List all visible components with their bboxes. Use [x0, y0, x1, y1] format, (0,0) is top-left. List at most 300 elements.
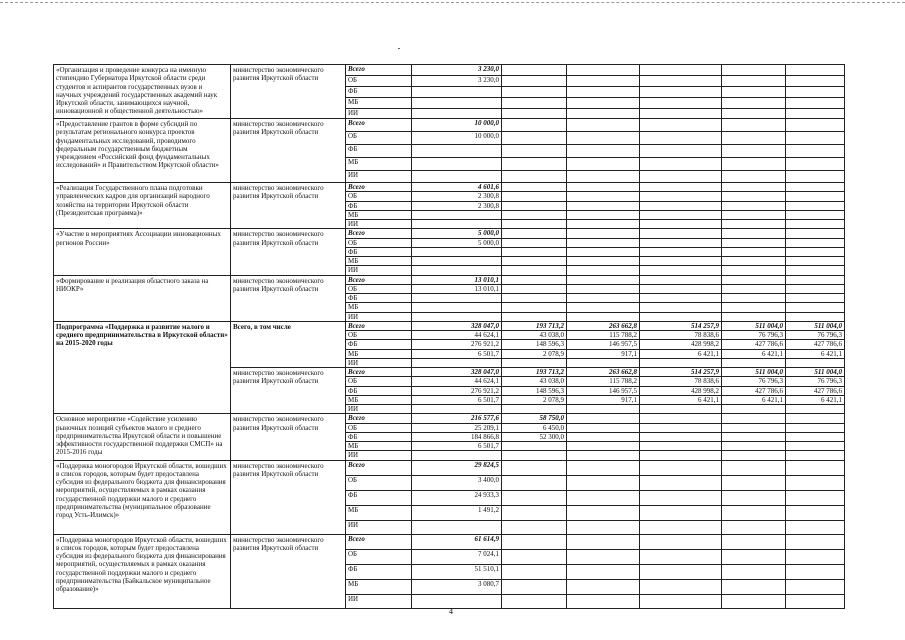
amount-cell: [640, 451, 722, 460]
amount-cell: 6 501,7: [412, 349, 502, 358]
amount-cell: [567, 423, 640, 432]
amount-cell: [786, 158, 845, 171]
amount-cell: [502, 192, 567, 201]
amount-cell: 428 998,2: [640, 340, 722, 349]
amount-cell: [722, 414, 786, 423]
amount-cell: [567, 98, 640, 109]
amount-cell: [567, 257, 640, 266]
amount-cell: [640, 87, 722, 98]
amount-cell: 3 230,0: [412, 76, 502, 87]
funding-source: ОБ: [346, 475, 412, 490]
amount-cell: [786, 520, 845, 534]
amount-cell: [502, 210, 567, 219]
executor: министерство экономического развития Иркутской области: [231, 65, 346, 119]
amount-cell: 2 078,9: [502, 349, 567, 358]
amount-cell: [412, 294, 502, 303]
amount-cell: [502, 247, 567, 256]
table-row: [54, 119, 845, 132]
amount-cell: [502, 132, 567, 145]
amount-cell: 76 796,3: [722, 377, 786, 386]
amount-cell: [640, 275, 722, 284]
amount-cell: [567, 158, 640, 171]
funding-source: ОБ: [346, 377, 412, 386]
amount-cell: 7 024,1: [412, 549, 502, 564]
amount-cell: [640, 220, 722, 229]
table-row: [54, 321, 845, 330]
amount-cell: 10 000,0: [412, 119, 502, 132]
funding-source: Всего: [346, 321, 412, 330]
amount-cell: 216 577,6: [412, 414, 502, 423]
amount-cell: [567, 520, 640, 534]
amount-cell: [640, 564, 722, 579]
funding-source: Всего: [346, 368, 412, 377]
executor: министерство экономического развития Иркутской области: [231, 119, 346, 183]
funding-source: ИИ: [346, 171, 412, 183]
amount-cell: [722, 275, 786, 284]
amount-cell: [567, 358, 640, 367]
amount-cell: [412, 303, 502, 312]
amount-cell: [722, 247, 786, 256]
amount-cell: [786, 76, 845, 87]
amount-cell: [722, 158, 786, 171]
amount-cell: [722, 145, 786, 158]
amount-cell: [567, 201, 640, 210]
amount-cell: 148 596,3: [502, 386, 567, 395]
amount-cell: [502, 312, 567, 321]
amount-cell: [567, 192, 640, 201]
amount-cell: [786, 119, 845, 132]
amount-cell: [786, 145, 845, 158]
amount-cell: [786, 210, 845, 219]
amount-cell: [502, 579, 567, 594]
amount-cell: [640, 303, 722, 312]
amount-cell: 43 038,0: [502, 377, 567, 386]
amount-cell: [567, 460, 640, 475]
amount-cell: [502, 460, 567, 475]
amount-cell: [722, 490, 786, 505]
amount-cell: [722, 303, 786, 312]
amount-cell: [502, 76, 567, 87]
amount-cell: 6 501,7: [412, 442, 502, 451]
amount-cell: [786, 229, 845, 238]
funding-source: ИИ: [346, 520, 412, 534]
amount-cell: [640, 247, 722, 256]
amount-cell: [640, 549, 722, 564]
amount-cell: 1 491,2: [412, 505, 502, 520]
funding-source: ИИ: [346, 594, 412, 608]
amount-cell: [722, 229, 786, 238]
amount-cell: 2 300,8: [412, 192, 502, 201]
amount-cell: 6 421,1: [722, 349, 786, 358]
amount-cell: [786, 294, 845, 303]
amount-cell: [412, 358, 502, 367]
funding-source: ФБ: [346, 432, 412, 441]
amount-cell: [567, 549, 640, 564]
amount-cell: 115 788,2: [567, 331, 640, 340]
amount-cell: [412, 109, 502, 119]
amount-cell: [786, 257, 845, 266]
amount-cell: [640, 266, 722, 275]
amount-cell: [640, 442, 722, 451]
amount-cell: 5 000,0: [412, 229, 502, 238]
amount-cell: [502, 564, 567, 579]
amount-cell: [786, 534, 845, 549]
amount-cell: 511 004,0: [786, 368, 845, 377]
amount-cell: 276 921,2: [412, 386, 502, 395]
amount-cell: 4 601,6: [412, 183, 502, 192]
amount-cell: [567, 442, 640, 451]
amount-cell: [567, 505, 640, 520]
amount-cell: 115 788,2: [567, 377, 640, 386]
amount-cell: [640, 358, 722, 367]
amount-cell: [722, 475, 786, 490]
amount-cell: [412, 451, 502, 460]
executor: министерство экономического развития Иркутской области: [231, 534, 346, 608]
amount-cell: 29 824,5: [412, 460, 502, 475]
funding-source: МБ: [346, 442, 412, 451]
amount-cell: [786, 312, 845, 321]
amount-cell: [722, 579, 786, 594]
amount-cell: [640, 119, 722, 132]
amount-cell: 52 300,0: [502, 432, 567, 441]
amount-cell: 428 998,2: [640, 386, 722, 395]
amount-cell: [502, 266, 567, 275]
amount-cell: [567, 594, 640, 608]
amount-cell: [640, 238, 722, 247]
amount-cell: [786, 594, 845, 608]
amount-cell: [722, 594, 786, 608]
amount-cell: [722, 564, 786, 579]
amount-cell: [502, 257, 567, 266]
table-row: [54, 65, 845, 76]
amount-cell: [640, 490, 722, 505]
amount-cell: [567, 294, 640, 303]
amount-cell: [502, 451, 567, 460]
amount-cell: [786, 87, 845, 98]
amount-cell: [567, 579, 640, 594]
measure-name: «Реализация Государственного плана подготовки управленческих кадров для организаций народного хозяйства на территории Иркутской области (Президентская программа)»: [54, 183, 231, 229]
amount-cell: [786, 284, 845, 293]
amount-cell: 917,1: [567, 349, 640, 358]
amount-cell: 44 624,1: [412, 377, 502, 386]
funding-source: Всего: [346, 65, 412, 76]
amount-cell: [640, 294, 722, 303]
amount-cell: 78 838,6: [640, 377, 722, 386]
amount-cell: [640, 158, 722, 171]
funding-source: ИИ: [346, 451, 412, 460]
amount-cell: [640, 432, 722, 441]
amount-cell: [640, 183, 722, 192]
amount-cell: 263 662,8: [567, 321, 640, 330]
amount-cell: 61 614,9: [412, 534, 502, 549]
amount-cell: [567, 145, 640, 158]
amount-cell: 276 921,2: [412, 340, 502, 349]
amount-cell: [567, 109, 640, 119]
amount-cell: 514 257,9: [640, 321, 722, 330]
amount-cell: [722, 423, 786, 432]
amount-cell: 263 662,8: [567, 368, 640, 377]
amount-cell: 3 230,0: [412, 65, 502, 76]
amount-cell: 6 421,1: [786, 349, 845, 358]
funding-source: ФБ: [346, 294, 412, 303]
amount-cell: [786, 460, 845, 475]
amount-cell: [502, 183, 567, 192]
amount-cell: [640, 229, 722, 238]
executor: министерство экономического развития Иркутской области: [231, 275, 346, 321]
funding-source: ОБ: [346, 549, 412, 564]
amount-cell: 13 010,1: [412, 284, 502, 293]
amount-cell: [786, 432, 845, 441]
amount-cell: [567, 247, 640, 256]
funding-source: Всего: [346, 460, 412, 475]
amount-cell: [786, 220, 845, 229]
amount-cell: [412, 594, 502, 608]
amount-cell: 10 000,0: [412, 132, 502, 145]
amount-cell: [786, 549, 845, 564]
amount-cell: 3 080,7: [412, 579, 502, 594]
amount-cell: [567, 414, 640, 423]
amount-cell: 511 004,0: [722, 368, 786, 377]
executor: министерство экономического развития Иркутской области: [231, 229, 346, 275]
amount-cell: [502, 358, 567, 367]
table-row: [54, 275, 845, 284]
amount-cell: [502, 284, 567, 293]
amount-cell: [722, 505, 786, 520]
amount-cell: [722, 442, 786, 451]
amount-cell: 514 257,9: [640, 368, 722, 377]
amount-cell: [786, 192, 845, 201]
funding-source: ИИ: [346, 266, 412, 275]
amount-cell: [502, 238, 567, 247]
measure-name: «Участие в мероприятиях Ассоциации инновационных регионов России»: [54, 229, 231, 275]
amount-cell: [640, 405, 722, 414]
amount-cell: [786, 132, 845, 145]
funding-source: ИИ: [346, 312, 412, 321]
amount-cell: [412, 312, 502, 321]
funding-source: ОБ: [346, 192, 412, 201]
amount-cell: [640, 284, 722, 293]
amount-cell: 427 786,6: [722, 340, 786, 349]
executor: министерство экономического развития Иркутской области: [231, 183, 346, 229]
amount-cell: [640, 312, 722, 321]
amount-cell: [722, 220, 786, 229]
funding-source: ФБ: [346, 386, 412, 395]
amount-cell: 148 596,3: [502, 340, 567, 349]
amount-cell: [722, 534, 786, 549]
amount-cell: [640, 132, 722, 145]
amount-cell: [722, 294, 786, 303]
amount-cell: [502, 87, 567, 98]
amount-cell: 25 209,1: [412, 423, 502, 432]
table-row: [54, 460, 845, 475]
funding-source: ФБ: [346, 564, 412, 579]
measure-name: «Поддержка моногородов Иркутской области, вошедших в список городов, которым будет предоставлена субсидия из федерального бюджета для финансирования мероприятий, осуществляемых в рамках оказания государственной поддержки малого и среднего предпринимательства (муниципальное образование город Усть-Илимск)»: [54, 460, 231, 534]
amount-cell: [722, 183, 786, 192]
funding-source: МБ: [346, 395, 412, 404]
funding-source: Всего: [346, 414, 412, 423]
amount-cell: [786, 238, 845, 247]
amount-cell: [502, 65, 567, 76]
amount-cell: 76 796,3: [722, 331, 786, 340]
funding-source: Всего: [346, 534, 412, 549]
amount-cell: [567, 65, 640, 76]
amount-cell: [722, 192, 786, 201]
amount-cell: [640, 201, 722, 210]
amount-cell: 76 796,3: [786, 377, 845, 386]
amount-cell: [502, 201, 567, 210]
amount-cell: [786, 266, 845, 275]
amount-cell: [502, 220, 567, 229]
amount-cell: [786, 423, 845, 432]
funding-source: ОБ: [346, 423, 412, 432]
amount-cell: [567, 183, 640, 192]
funding-source: ОБ: [346, 284, 412, 293]
amount-cell: [640, 210, 722, 219]
amount-cell: 146 957,5: [567, 386, 640, 395]
amount-cell: [722, 266, 786, 275]
amount-cell: [567, 534, 640, 549]
amount-cell: [722, 312, 786, 321]
amount-cell: [412, 98, 502, 109]
funding-source: ФБ: [346, 201, 412, 210]
amount-cell: [567, 220, 640, 229]
amount-cell: 24 933,3: [412, 490, 502, 505]
amount-cell: 193 713,2: [502, 321, 567, 330]
amount-cell: [567, 119, 640, 132]
measure-name: Основное мероприятие «Содействие усилению рыночных позиций субъектов малого и среднего предпринимательства Иркутской области и повышение эффективности государственной поддержки СМСП» на 2015-2016 годы: [54, 414, 231, 460]
funding-source: ОБ: [346, 331, 412, 340]
measure-name: Подпрограмма «Поддержка и развитие малого и среднего предпринимательства в Иркутской области» на 2015-2020 годы: [54, 321, 231, 414]
amount-cell: [502, 158, 567, 171]
executor: Всего, в том числе: [231, 321, 346, 367]
amount-cell: [722, 238, 786, 247]
amount-cell: 328 047,0: [412, 368, 502, 377]
funding-source: Всего: [346, 119, 412, 132]
amount-cell: [640, 579, 722, 594]
amount-cell: [786, 98, 845, 109]
funding-source: ФБ: [346, 247, 412, 256]
funding-source: МБ: [346, 303, 412, 312]
amount-cell: [412, 257, 502, 266]
amount-cell: [722, 432, 786, 441]
amount-cell: [640, 594, 722, 608]
funding-source: МБ: [346, 579, 412, 594]
amount-cell: 917,1: [567, 395, 640, 404]
amount-cell: [786, 303, 845, 312]
amount-cell: [412, 87, 502, 98]
amount-cell: 76 796,3: [786, 331, 845, 340]
amount-cell: [722, 109, 786, 119]
amount-cell: 58 750,0: [502, 414, 567, 423]
amount-cell: [640, 414, 722, 423]
amount-cell: [722, 210, 786, 219]
scan-top-edge: [0, 2, 905, 5]
amount-cell: [722, 171, 786, 183]
amount-cell: [722, 358, 786, 367]
scan-mark: [398, 48, 400, 49]
table-row: [54, 229, 845, 238]
amount-cell: [786, 505, 845, 520]
amount-cell: 43 038,0: [502, 331, 567, 340]
amount-cell: [786, 358, 845, 367]
amount-cell: [412, 210, 502, 219]
measure-name: «Формирование и реализация областного заказа на НИОКР»: [54, 275, 231, 321]
amount-cell: 2 078,9: [502, 395, 567, 404]
amount-cell: [640, 109, 722, 119]
amount-cell: 511 004,0: [722, 321, 786, 330]
amount-cell: [502, 98, 567, 109]
amount-cell: [412, 145, 502, 158]
funding-source: МБ: [346, 210, 412, 219]
executor: министерство экономического развития Иркутской области: [231, 414, 346, 460]
table-row: [54, 183, 845, 192]
measure-name: «Предоставление грантов в форме субсидий по результатам регионального конкурса проектов фундаментальных исследований, проводимого федеральным государственным бюджетным учреждением «Российский фонд фундаментальных исследований» и Правительством Иркутской области»: [54, 119, 231, 183]
amount-cell: 51 510,1: [412, 564, 502, 579]
amount-cell: [786, 183, 845, 192]
amount-cell: 3 400,0: [412, 475, 502, 490]
amount-cell: [502, 505, 567, 520]
amount-cell: [640, 505, 722, 520]
amount-cell: [722, 98, 786, 109]
amount-cell: [786, 247, 845, 256]
amount-cell: [412, 171, 502, 183]
amount-cell: 511 004,0: [786, 321, 845, 330]
amount-cell: 328 047,0: [412, 321, 502, 330]
amount-cell: [567, 87, 640, 98]
amount-cell: 44 624,1: [412, 331, 502, 340]
table-row: [54, 534, 845, 549]
page-number: 4: [449, 607, 453, 616]
funding-source: ИИ: [346, 109, 412, 119]
amount-cell: [567, 284, 640, 293]
amount-cell: [786, 201, 845, 210]
amount-cell: [786, 405, 845, 414]
amount-cell: [567, 275, 640, 284]
amount-cell: [786, 490, 845, 505]
funding-source: МБ: [346, 349, 412, 358]
funding-source: МБ: [346, 98, 412, 109]
table-row: [54, 414, 845, 423]
amount-cell: [786, 275, 845, 284]
funding-source: ОБ: [346, 132, 412, 145]
amount-cell: [567, 451, 640, 460]
amount-cell: 6 501,7: [412, 395, 502, 404]
amount-cell: 78 838,6: [640, 331, 722, 340]
amount-cell: [502, 109, 567, 119]
amount-cell: [722, 257, 786, 266]
budget-table-body: [54, 65, 845, 609]
funding-source: ФБ: [346, 87, 412, 98]
amount-cell: [567, 132, 640, 145]
amount-cell: [502, 475, 567, 490]
amount-cell: [722, 76, 786, 87]
amount-cell: [567, 76, 640, 87]
amount-cell: [502, 145, 567, 158]
funding-source: ОБ: [346, 76, 412, 87]
amount-cell: [502, 490, 567, 505]
amount-cell: [786, 442, 845, 451]
amount-cell: [640, 534, 722, 549]
funding-source: МБ: [346, 505, 412, 520]
funding-source: Всего: [346, 183, 412, 192]
amount-cell: [722, 65, 786, 76]
amount-cell: [567, 312, 640, 321]
amount-cell: [786, 171, 845, 183]
amount-cell: [412, 520, 502, 534]
amount-cell: [640, 171, 722, 183]
amount-cell: [786, 414, 845, 423]
amount-cell: [502, 520, 567, 534]
